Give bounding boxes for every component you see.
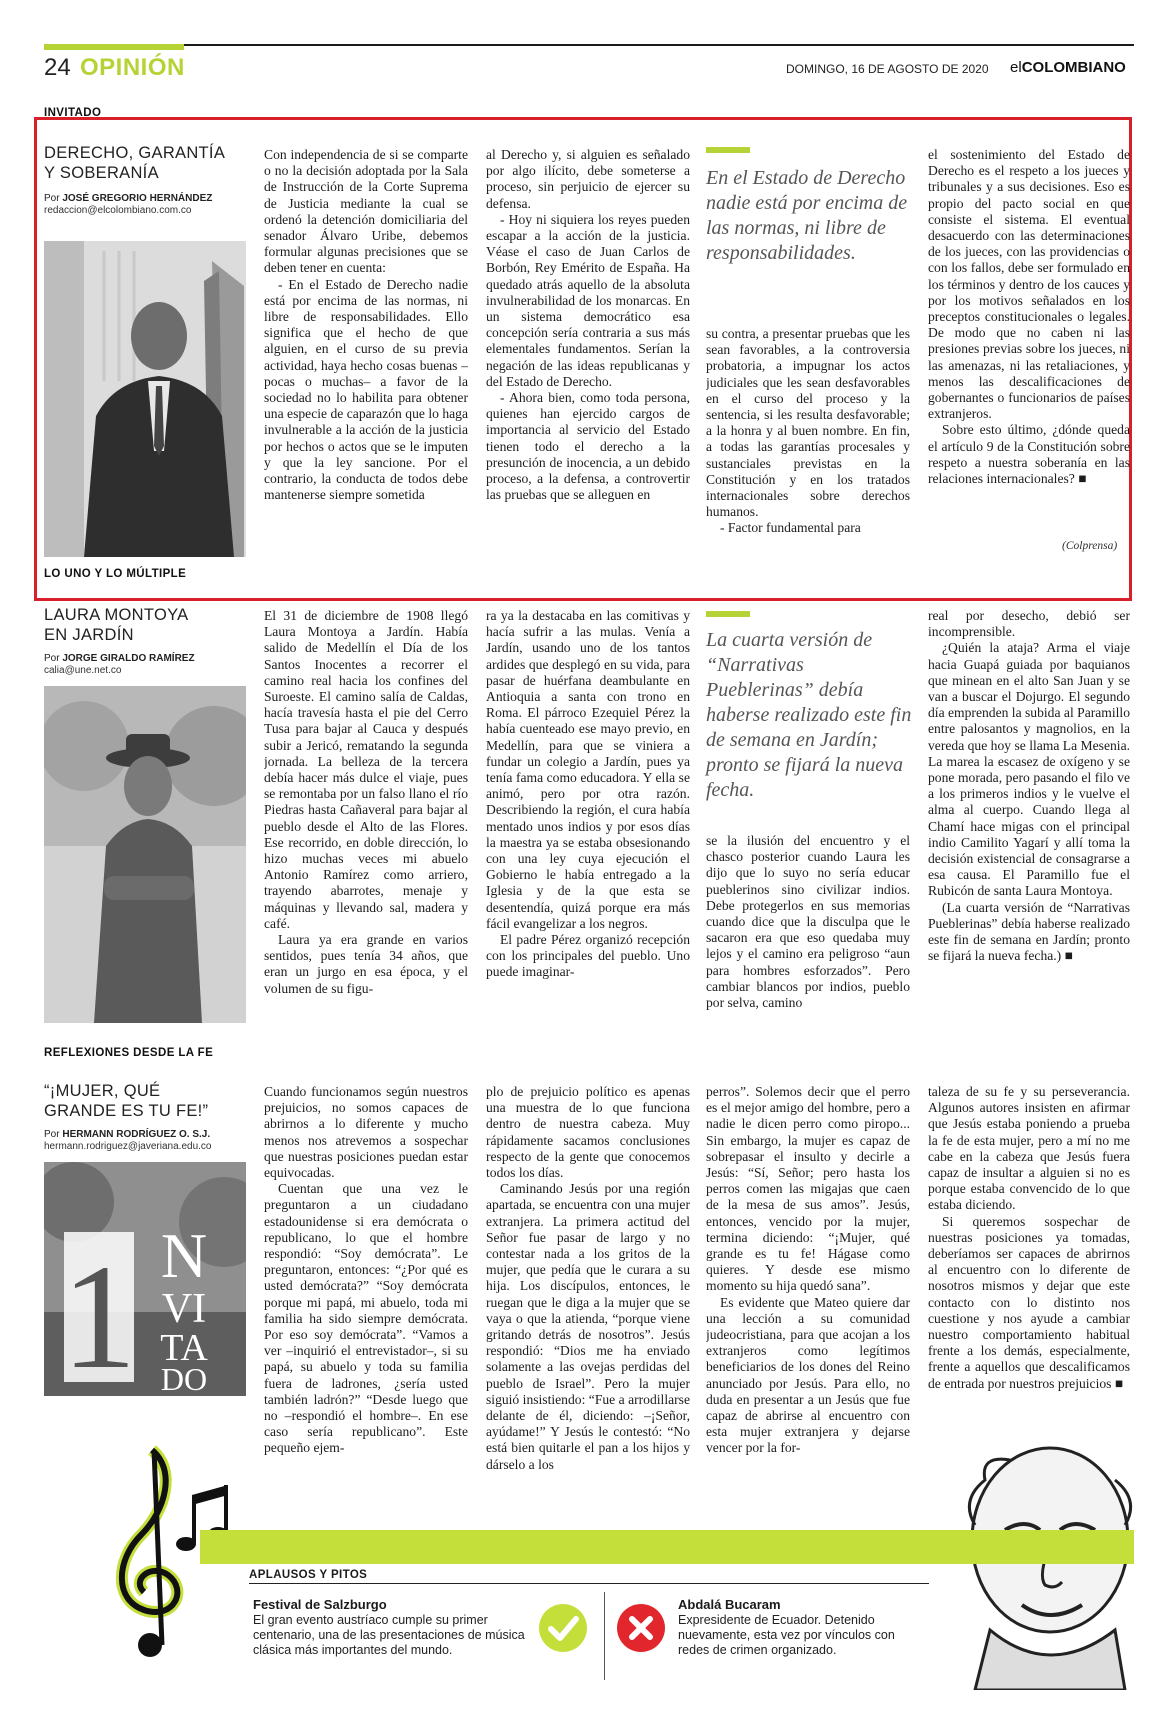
article3-col3-p1: perros”. Solemos decir que el perro es el mejor amigo del hombre, pero a nadie le dicen perro como piropo... Sin embargo, la mujer es capaz de sobrepasar el insulto y decirle a Jesús: “Sí, Señor; pero hasta los perros comen las migajas que caen de la mesa de sus amos”. Jesús, entonces, vencido por la mujer, termina diciendo: “¡Mujer, qué grande es tu fe! Hágase como quieres. Y desde ese mismo momento su hija quedó sana”. [706,1084,910,1294]
article1-column-3 [706,326,910,557]
brand-prefix: el [1010,59,1022,76]
accent-tab [44,44,184,50]
article1-title-line2: Y SOBERANÍA [44,164,159,182]
article3-title [44,1081,208,1121]
article2-column-4 [928,608,1130,1028]
article3-column-3 [706,1084,910,1504]
article3-title-line2: GRANDE ES TU FE!” [44,1102,209,1120]
article3-col1-p2: Cuentan que una vez le preguntaron a un ciudadano estadounidense si era demócrata o republicano, lo que el hombre respondió: “Soy demócrata”. Le preguntaron, entonces: “¿Por qué es usted demócrata?” “Soy demócrata porque mi papá, mi abuelo, toda mi familia ha sido siempre demócrata. Por eso soy demócrata”. “Vamos a ver –inquirió el entrevistador–, si su papá, su abuelo y toda su familia fuera de ladrones, ¿sería usted también ladrón?” “Desde luego que no –respondió el hombre–. En ese caso sería republicano”. Este pequeño ejem- [264,1181,468,1456]
article2-col1-p1: El 31 de diciembre de 1908 llegó Laura Montoya a Jardín. Había salido de Medellín el Día de los Santos Inocentes a recorrer el camino real hacia los confines del Suroeste. El camino salía de Caldas, hacía travesía hasta el pie del Cerro Tusa para bajar al Cauca y después subir a Jericó, rematando la segunda jornada. La belleza de la tercera debía hacer más dulce el viaje, pues se remontaba por un falso llano el río Piedras hasta Cañaveral para bajar al pueblo desde el Alto de las Flores. Ese recorrido, en doble dirección, lo hizo muchas veces mi abuelo Antonio Ramírez como arriero, trayendo abarrotes, menaje y máquinas y llevando sal, madera y café. [264,608,468,931]
article2-col2-p2: El padre Pérez organizó recepción con los principales del pueblo. Uno puede imaginar- [486,932,690,980]
invitado-logo-icon [44,1162,246,1396]
aplausos-left-title: Festival de Salzburgo [253,1597,387,1612]
article3-byline [44,1128,210,1141]
cross-icon [616,1603,666,1653]
article2-column-2 [486,608,690,1028]
article1-title [44,143,225,183]
article1-author: JOSÉ GREGORIO HERNÁNDEZ [62,193,213,204]
article1-byline [44,192,212,205]
article2-title-line1: LAURA MONTOYA [44,606,189,624]
article3-col4-p2: Si queremos sospechar de nuestras posiciones ya tomadas, deberíamos ser capaces de abrirnos al encuentro con lo diferente de nosotros mismos y dejar que este contacto con lo distinto nos cuestione y nos ayude a cambiar nuestro comportamiento habitual frente a los demás, especialmente, frente a aquellos que descalificamos de entrada por nuestros prejuicios ■ [928,1213,1130,1391]
aplausos-rule [249,1583,929,1584]
byline-prefix: Por [44,653,63,664]
article1-column-2 [486,147,690,557]
article2-email: calia@une.net.co [44,665,122,676]
author-photo-hernandez [44,241,246,557]
article2-col4-p3: (La cuarta versión de “Narrativas Pueblerinas” debía haberse realizado este fin de semana en Jardín; pronto se fijará la nueva fecha.) ■ [928,899,1130,964]
logo-letters-do: DO [160,1361,208,1396]
pull-quote-bar [706,147,750,153]
byline-prefix: Por [44,193,63,204]
aplausos-left-text: El gran evento austríaco cumple su primer centenario, una de las presentaciones de música clásica más importantes del mundo. [253,1613,525,1657]
article1-column-1 [264,147,468,557]
issue-date: DOMINGO, 16 DE AGOSTO DE 2020 [786,62,989,76]
article1-column-4 [928,147,1130,537]
article2-title [44,605,189,645]
article1-col2-p2: - Hoy ni siquiera los reyes pueden escapar a la acción de la justicia. Véase el caso de Juan Carlos de Borbón, Rey Emérito de España. Ha quedado atrás aquello de la absoluta invulnerabilidad de los monarcas. En un sistema democrático esa concepción sería contraria a sus más elementales fundamentos. Serían la negación de las ideas republicanas y del Estado de Derecho. [486,211,690,389]
section-name: OPINIÓN [80,54,185,81]
article1-email: redaccion@elcolombiano.com.co [44,205,192,216]
article2-col3-p1: se la ilusión del encuentro y el chasco posterior cuando Laura les dijo que lo suyo no sería educar pueblerinos sino civilizar indios. Debe protegerlos en sus memorias cuando dice que la disculpa que le sacaron era que eso quedaba muy lejos y el camino era peligroso “aun para hombres esforzados”. Pero cambiar blancos por indios, pueblo por selva, camino [706,833,910,1011]
section-label-lo-uno: LO UNO Y LO MÚLTIPLE [44,568,187,580]
author-photo-giraldo [44,686,246,1023]
logo-letters-ta: TA [160,1327,208,1369]
article2-column-1 [264,608,468,1028]
caricature-icon [950,1440,1134,1690]
author-portrait-icon [44,241,246,557]
article2-col4-p2: ¿Quién la ataja? Arma el viaje hacia Guapá guiada por baquianos que minean en el alto San Juan y se van a buscar el Dojurgo. El segundo día emprenden la subida al Paramillo entre palosantos y magnolios, en la vereda que hoy se llama La Mesenia. La marea la escasez de oxígeno y se pone morada, pero pasando el filo ve a los primeros indios y le vuelve el alma al cuerpo. Cuando llega al Chamí hace migas con el principal indio Camilito Yagarí y allí toma la decisión existencial de consagrarse a esa causa. El Paramillo fue el Rubicón de santa Laura Montoya. [928,640,1130,899]
aplausos-right-title: Abdalá Bucaram [678,1597,781,1612]
invitado-logo-photo [44,1162,246,1396]
article2-col4-p1: real por desecho, debió ser incomprensible. [928,608,1130,640]
article1-col3-p2: - Factor fundamental para [720,520,861,536]
pull-quote-bar [706,611,750,617]
article3-column-2 [486,1084,690,1504]
check-icon [538,1603,588,1653]
article3-col2-p2: Caminando Jesús por una región apartada, se encuentra con una mujer extranjera. La primera actitud del Señor fue pasar de largo y no contestar nada a los gritos de la mujer, que pedía que le curara a su hija. Los discípulos, entonces, le ruegan que le diga a la mujer que se vaya o que la atienda, “porque viene gritando detrás de nosotros”. Jesús respondió: “Dios me ha enviado solamente a las ovejas perdidas del pueblo de Israel”. Pero la mujer siguió insistiendo: “Fue a arrodillarse delante de él, diciendo: –¡Señor, ayúdame!” Y Jesús le contestó: “No está bien quitarle el pan a los hijos y dárselo a los [486,1181,690,1472]
logo-letters-vi: VI [161,1286,207,1332]
aplausos-right-text: Expresidente de Ecuador. Detenido nuevamente, esta vez por vínculos con redes de crimen organizado. [678,1613,895,1657]
section-label-reflexiones: REFLEXIONES DESDE LA FE [44,1047,214,1059]
article3-column-4 [928,1084,1130,1424]
article1-credit: (Colprensa) [1062,540,1118,552]
article1-pull-quote: En el Estado de Derecho nadie está por encima de las normas, ni libre de responsabilidades. [706,167,908,264]
article3-title-line1: “¡MUJER, QUÉ [44,1082,161,1100]
article1-title-line1: DERECHO, GARANTÍA [44,144,226,162]
article1-col2-p3: - Ahora bien, como toda persona, quienes han ejercido cargos de importancia al servicio del Estado tienen todo el derecho a la presunción de inocencia, a un debido proceso, a la defensa, a controvertir las pruebas que se alleguen en [486,390,690,503]
top-rule [44,44,1134,46]
article2-col1-p2: Laura ya era grande en varios sentidos, pues tenía 34 años, que eran un jurgo en esa época, y el volumen de su figu- [264,932,468,996]
article1-col1-p1: Con independencia de si se comparte o no la decisión adoptada por la Sala de Instrucción de la Corte Suprema de Justicia mediante la cual se ordenó la detención domiciliaria del senador Álvaro Uribe, debemos formular algunas precisiones que se deben tener en cuenta: [264,147,468,276]
section-label-invitado: INVITADO [44,107,102,119]
aplausos-label: APLAUSOS Y PITOS [249,1569,368,1581]
article3-col4-p1: taleza de su fe y su perseverancia. Algunos autores insisten en afirmar que Jesús estaba poniendo a prueba la fe de esta mujer, pero a mí no me cabe en la cabeza que Jesús fuera capaz de insultar a alguien si no es porque estaba convencido de lo que estaba diciendo. [928,1084,1130,1213]
article2-column-3 [706,833,910,1028]
aplausos-divider [604,1592,605,1680]
byline-prefix: Por [44,1129,63,1140]
article1-col2-p1: al Derecho y, si alguien es señalado por algo ilícito, debe someterse a proceso, sin perjuicio de ejercer su defensa. [486,147,690,211]
article2-col2-p1: ra ya la destacaba en las comitivas y hacía sufrir a las mulas. Venía a Jardín, usando uno de los tantos ardides que desplegó en su vida, para pasar de huérfana deambulante en Antioquia a santa con trono en Roma. El párroco Ezequiel Pérez la había cuenteado ese mayo previo, en Medellín, para que se viniera a fundar un colegio a Jardín, pues ya tenía fama como educadora. Y ella se animó, pero por otra razón. Describiendo la región, el cura había mentado unos indios y por esos días la maestra ya se estaba obsesionando con una ley cuya ejecución el Gobierno le había entregado a la Iglesia y de la que esta se desentendía, quizá porque era más fácil evangelizar a los negros. [486,608,690,931]
aplausos-band [200,1530,1134,1564]
article2-author: JORGE GIRALDO RAMÍREZ [62,653,195,664]
article1-col4-p2: Sobre esto último, ¿dónde queda el artículo 9 de la Constitución sobre respeto a nuestra soberanía en las relaciones internacionales? ■ [928,422,1130,487]
article1-col1-p2: - En el Estado de Derecho nadie está por encima de las normas, ni libre de responsabilidades. Ello significa que el hecho de que alguien, en el curso de su previa actividad, haya hecho cosas buenas –pocas o muchas– a favor de la sociedad no lo habilita para obtener una especie de caparazón que lo haga invulnerable a la acción de la justicia por hechos o actos que se le imputen y que la ley sancione. Por el contrario, la conducta de todos debe mantenerse siempre sometida [264,276,468,503]
logo-letter-1: 1 [61,1234,137,1396]
article2-title-line2: EN JARDÍN [44,626,134,644]
article2-pull-quote: La cuarta versión de “Narrativas Pueblerinas” debía haberse realizado este fin de semana en Jardín; pronto se fijará la nueva fecha. [706,629,912,801]
article1-col3-p1: su contra, a presentar pruebas que les sean favorables, a la controversia probatoria, a impugnar los actos judiciales que les sean desfavorables en el curso del proceso y la sentencia, si les resulta desfavorable; a la honra y al buen nombre. En fin, a todas las garantías procesales y sustanciales previstas en la Constitución y en los tratados internacionales sobre derechos humanos. [706,326,910,520]
article2-byline [44,652,195,665]
article3-col3-p2: Es evidente que Mateo quiere dar una lección a su comunidad judeocristiana, para que acojan a los extranjeros como legítimos beneficiarios de los dones del Reino anunciado por Jesús. Para ello, no duda en presentar a un Jesús que fue capaz de abrirse al encuentro con esta mujer extranjera y dejarse vencer por la for- [706,1294,910,1456]
brand-logo [1010,59,1126,76]
article3-column-1 [264,1084,468,1504]
logo-letter-n: N [160,1220,208,1291]
brand-name: COLOMBIANO [1021,59,1126,76]
author-portrait-icon [44,686,246,1023]
article3-author: HERMANN RODRÍGUEZ O. S.J. [62,1129,211,1140]
article3-col2-p1: plo de prejuicio político es apenas una muestra de lo que funciona dentro de nuestra cabeza. Muy rápidamente sacamos conclusiones respecto de la gente que conocemos todos los días. [486,1084,690,1181]
article1-col4-p1: el sostenimiento del Estado de Derecho es el respeto a los jueces y tribunales y a sus decisiones. Eso es propio del pacto social en que consiste el sistema. El eventual desacuerdo con las determinaciones de los jueces, con las providencias o con los fallos, debe ser formulado en los términos y dentro de los cauces y por los motivos señalados en los preceptos constitucionales o legales. De modo que no caben ni las presiones previas sobre los jueces, ni las amenazas, ni las retaliaciones, y menos las descalificaciones de gobernantes o funcionarios de países extranjeros. [928,147,1130,422]
article3-col1-p1: Cuando funcionamos según nuestros prejuicios, no somos capaces de abrirnos a lo diferente y mucho menos nos atrevemos a sospechar que nuestras posiciones puedan estar equivocadas. [264,1084,468,1181]
page-number: 24 [44,54,71,81]
article3-email: hermann.rodriguez@javeriana.edu.co [44,1141,212,1152]
